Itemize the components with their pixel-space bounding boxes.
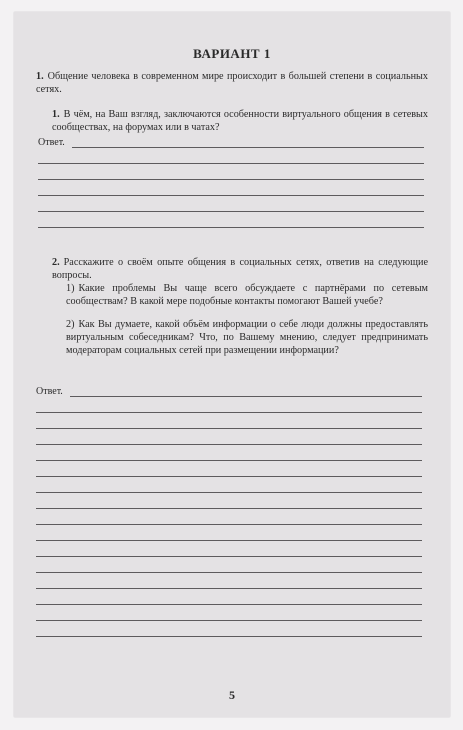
answer-line[interactable] — [36, 572, 422, 573]
task-1-text: Общение человека в современном мире происходит в большей степени в социальных сетях. — [36, 71, 428, 95]
task-2-question-2 — [66, 318, 428, 357]
answer-line[interactable] — [36, 476, 422, 477]
answer-line[interactable] — [38, 179, 424, 180]
answer-line[interactable] — [72, 147, 424, 148]
answer-line[interactable] — [36, 412, 422, 413]
answer-line[interactable] — [36, 556, 422, 557]
task-1-number: 1. — [36, 71, 44, 82]
answer-line[interactable] — [38, 163, 424, 164]
task-1-question — [52, 108, 428, 134]
answer-line[interactable] — [38, 211, 424, 212]
answer-line[interactable] — [36, 524, 422, 525]
answer-line[interactable] — [36, 492, 422, 493]
answer-line[interactable] — [36, 540, 422, 541]
task-2-text: Расскажите о своём опыте общения в социальных сетях, ответив на следующие вопросы. — [52, 257, 428, 281]
question-2-text: Как Вы думаете, какой объём информации о себе люди должны предоставлять виртуальным собеседникам? Что, по Вашему мнению, следует предпринимать модераторам социальных сетей при размещении информации? — [66, 319, 428, 356]
question-1-number: 1) — [66, 283, 75, 294]
answer-line[interactable] — [38, 195, 424, 196]
page-number: 5 — [229, 688, 235, 702]
task-2-number: 2. — [52, 257, 60, 268]
task-1-intro — [36, 70, 428, 96]
answer-line[interactable] — [38, 227, 424, 228]
question-1-text: Какие проблемы Вы чаще всего обсуждаете с партнёрами по сетевым сообществам? В какой мере подобные контакты помогают Вашей учебе? — [66, 283, 428, 307]
answer-line[interactable] — [36, 428, 422, 429]
answer-line[interactable] — [36, 460, 422, 461]
answer-line[interactable] — [36, 636, 422, 637]
page-title: ВАРИАНТ 1 — [193, 46, 271, 61]
answer-line[interactable] — [36, 588, 422, 589]
task-2-question-1 — [66, 282, 428, 308]
question-2-number: 2) — [66, 319, 75, 330]
answer-line[interactable] — [70, 396, 422, 397]
workbook-page — [14, 12, 450, 717]
answer-line[interactable] — [36, 620, 422, 621]
task-2-answer-label: Ответ. — [36, 386, 63, 397]
task-2-intro — [52, 256, 428, 282]
task-1-sub-number: 1. — [52, 109, 60, 120]
task-1-answer-label: Ответ. — [38, 137, 65, 148]
answer-line[interactable] — [36, 444, 422, 445]
answer-line[interactable] — [36, 508, 422, 509]
task-1-sub-text: В чём, на Ваш взгляд, заключаются особенности виртуального общения в сетевых сообществах, на форумах или в чатах? — [52, 109, 428, 133]
answer-line[interactable] — [36, 604, 422, 605]
